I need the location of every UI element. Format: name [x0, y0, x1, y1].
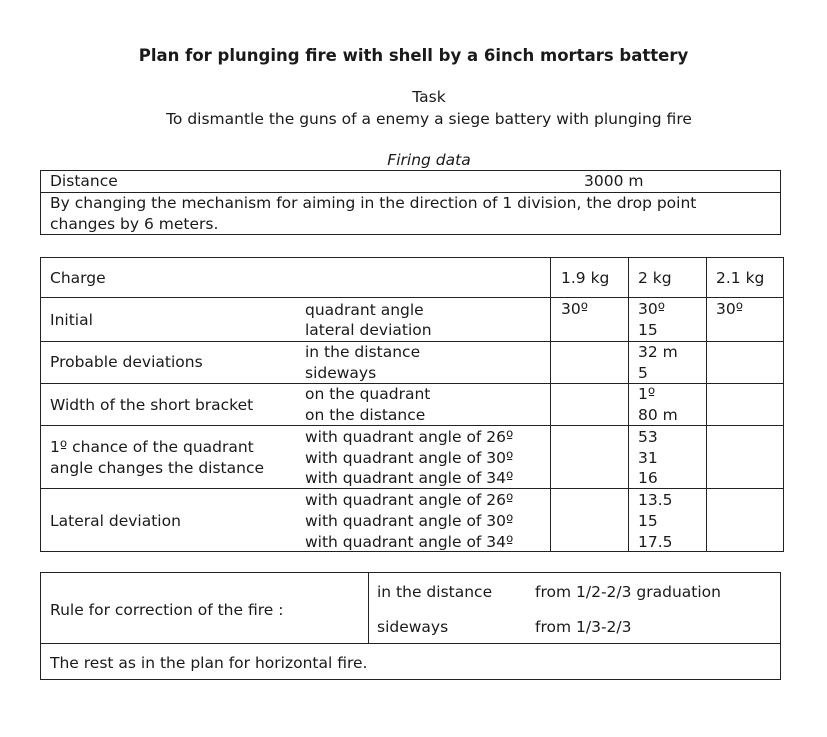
initial-label: Initial — [50, 311, 93, 329]
initial-c2-lateral: 15 — [638, 321, 658, 339]
column-divider — [550, 257, 551, 551]
bracket-sub-quadrant: on the quadrant — [305, 385, 431, 403]
initial-sub-quadrant: quadrant angle — [305, 301, 424, 319]
task-text: To dismantle the guns of a enemy a siege battery with plunging fire — [166, 110, 692, 128]
bracket-sub-distance: on the distance — [305, 406, 426, 424]
correction-sideways-value: from 1/3-2/3 — [535, 618, 632, 636]
chance-label-line2: angle changes the distance — [50, 459, 265, 477]
lateral-sub-34: with quadrant angle of 34º — [305, 533, 514, 551]
table-left-border — [40, 257, 41, 551]
probable-sub-distance: in the distance — [305, 343, 421, 361]
initial-c3-quadrant: 30º — [716, 300, 744, 318]
table-top-border — [40, 257, 784, 258]
header-bottom-border — [40, 297, 784, 298]
firing-data-heading: Firing data — [387, 151, 471, 169]
correction-distance-label: in the distance — [377, 583, 493, 601]
chance-sub-34: with quadrant angle of 34º — [305, 469, 514, 487]
correction-sideways-label: sideways — [377, 618, 449, 636]
lateral-value-26: 13.5 — [638, 491, 673, 509]
chance-sub-26: with quadrant angle of 26º — [305, 428, 514, 446]
charge-label: Charge — [50, 269, 106, 287]
chance-value-26: 53 — [638, 428, 658, 446]
task-heading: Task — [412, 88, 446, 106]
probable-sub-sideways: sideways — [305, 364, 377, 382]
probable-sideways-value: 5 — [638, 364, 648, 382]
lateral-value-30: 15 — [638, 512, 658, 530]
initial-c1-quadrant: 30º — [561, 300, 589, 318]
correction-column-divider — [368, 572, 369, 643]
row-divider — [40, 425, 784, 426]
correction-distance-value: from 1/2-2/3 graduation — [535, 583, 721, 601]
charge-col-3: 2.1 kg — [716, 269, 765, 287]
distance-value: 3000 m — [584, 172, 644, 190]
table-right-border — [783, 257, 784, 551]
probable-label: Probable deviations — [50, 353, 203, 371]
chance-value-34: 16 — [638, 469, 658, 487]
row-divider — [40, 488, 784, 489]
probable-distance-value: 32 m — [638, 343, 678, 361]
lateral-sub-26: with quadrant angle of 26º — [305, 491, 514, 509]
bracket-distance-value: 80 m — [638, 406, 678, 424]
charge-col-2: 2 kg — [638, 269, 672, 287]
correction-divider — [40, 643, 781, 644]
rest-note: The rest as in the plan for horizontal fire. — [50, 654, 368, 672]
initial-sub-lateral: lateral deviation — [305, 321, 432, 339]
aiming-note-line2: changes by 6 meters. — [50, 215, 219, 233]
initial-c2-quadrant: 30º — [638, 300, 666, 318]
aiming-note-line1: By changing the mechanism for aiming in the direction of 1 division, the drop point — [50, 194, 697, 212]
column-divider — [706, 257, 707, 551]
lateral-value-34: 17.5 — [638, 533, 673, 551]
chance-value-30: 31 — [638, 449, 658, 467]
distance-label: Distance — [50, 172, 118, 190]
chance-label-line1: 1º chance of the quadrant — [50, 438, 254, 456]
lateral-label: Lateral deviation — [50, 512, 181, 530]
bracket-label: Width of the short bracket — [50, 396, 254, 414]
page-title: Plan for plunging fire with shell by a 6inch mortars battery — [138, 46, 689, 65]
bracket-quadrant-value: 1º — [638, 385, 656, 403]
column-divider — [628, 257, 629, 551]
lateral-sub-30: with quadrant angle of 30º — [305, 512, 514, 530]
chance-sub-30: with quadrant angle of 30º — [305, 449, 514, 467]
charge-col-1: 1.9 kg — [561, 269, 610, 287]
correction-label: Rule for correction of the fire : — [50, 601, 284, 619]
